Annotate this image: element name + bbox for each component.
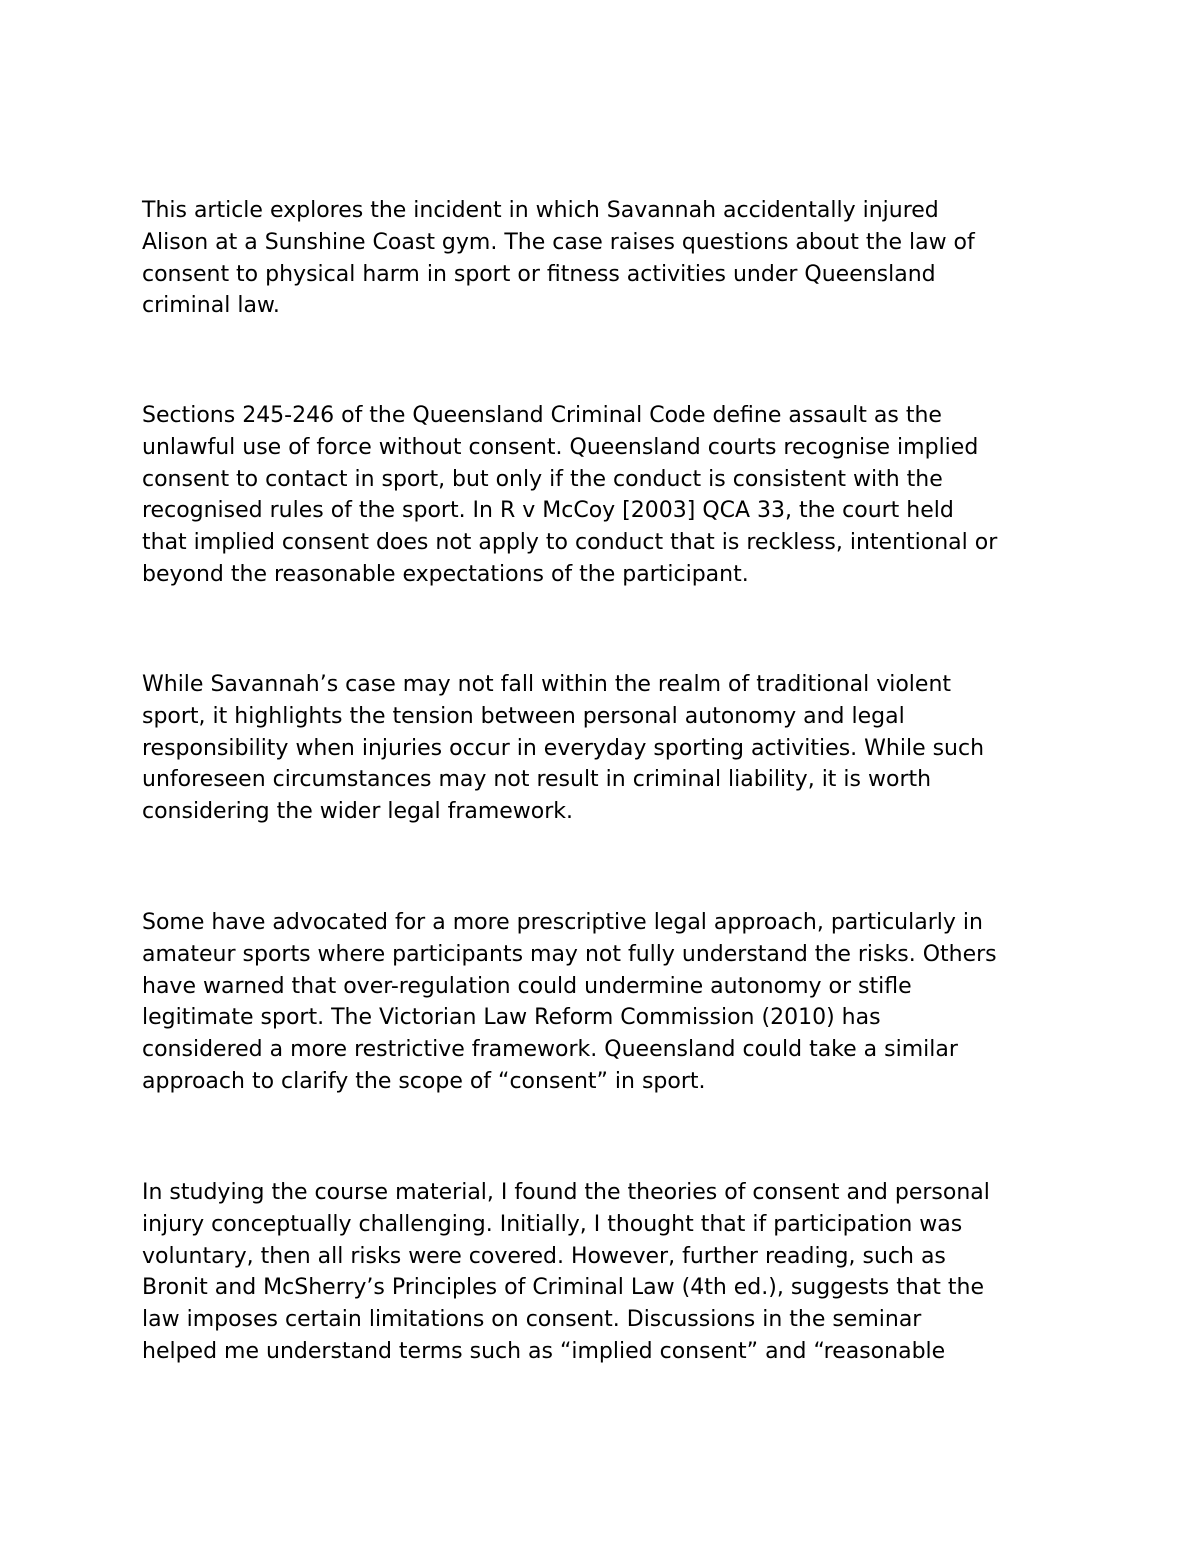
text-line: While Savannah’s case may not fall within the realm of traditional violent <box>142 672 952 697</box>
text-line: amateur sports where participants may not fully understand the risks. Others <box>142 941 997 967</box>
text-line: unforeseen circumstances may not result in criminal liability, it is worth <box>142 767 932 793</box>
paragraph-analysis <box>142 669 1082 828</box>
text-line: In studying the course material, I found the theories of consent and personal <box>142 1180 990 1205</box>
paragraph-reform <box>142 907 1082 1098</box>
text-line: that implied consent does not apply to conduct that is reckless, intentional or <box>142 530 998 556</box>
text-line: considered a more restrictive framework. Queensland could take a similar <box>142 1037 958 1063</box>
text-line: This article explores the incident in which Savannah accidentally injured <box>142 198 939 223</box>
text-line: considering the wider legal framework. <box>142 799 574 825</box>
text-line: sport, it highlights the tension between personal autonomy and legal <box>142 703 905 729</box>
text-line: injury conceptually challenging. Initially, I thought that if participation was <box>142 1211 963 1237</box>
paragraph-introduction <box>142 195 1082 322</box>
text-line: legitimate sport. The Victorian Law Reform Commission (2010) has <box>142 1005 881 1031</box>
text-line: approach to clarify the scope of “consent” in sport. <box>142 1068 706 1094</box>
text-line: voluntary, then all risks were covered. However, further reading, such as <box>142 1243 946 1269</box>
paragraph-legal-definition <box>142 400 1082 591</box>
text-line: recognised rules of the sport. In R v McCoy [2003] QCA 33, the court held <box>142 498 954 524</box>
text-line: Some have advocated for a more prescriptive legal approach, particularly in <box>142 910 983 935</box>
text-line: consent to contact in sport, but only if the conduct is consistent with the <box>142 466 943 492</box>
text-line: criminal law. <box>142 293 280 319</box>
paragraph-reflection <box>142 1177 1082 1368</box>
text-line: consent to physical harm in sport or fitness activities under Queensland <box>142 261 936 287</box>
text-line: helped me understand terms such as “implied consent” and “reasonable <box>142 1338 946 1364</box>
text-line: unlawful use of force without consent. Queensland courts recognise implied <box>142 434 979 460</box>
text-line: responsibility when injuries occur in everyday sporting activities. While such <box>142 735 985 761</box>
text-line: beyond the reasonable expectations of the participant. <box>142 561 749 587</box>
text-line: Sections 245-246 of the Queensland Criminal Code define assault as the <box>142 403 942 428</box>
text-line: law imposes certain limitations on consent. Discussions in the seminar <box>142 1307 922 1333</box>
text-line: Bronit and McSherry’s Principles of Criminal Law (4th ed.), suggests that the <box>142 1275 985 1301</box>
text-line: Alison at a Sunshine Coast gym. The case raises questions about the law of <box>142 229 975 255</box>
text-line: have warned that over-regulation could undermine autonomy or stifle <box>142 973 912 999</box>
